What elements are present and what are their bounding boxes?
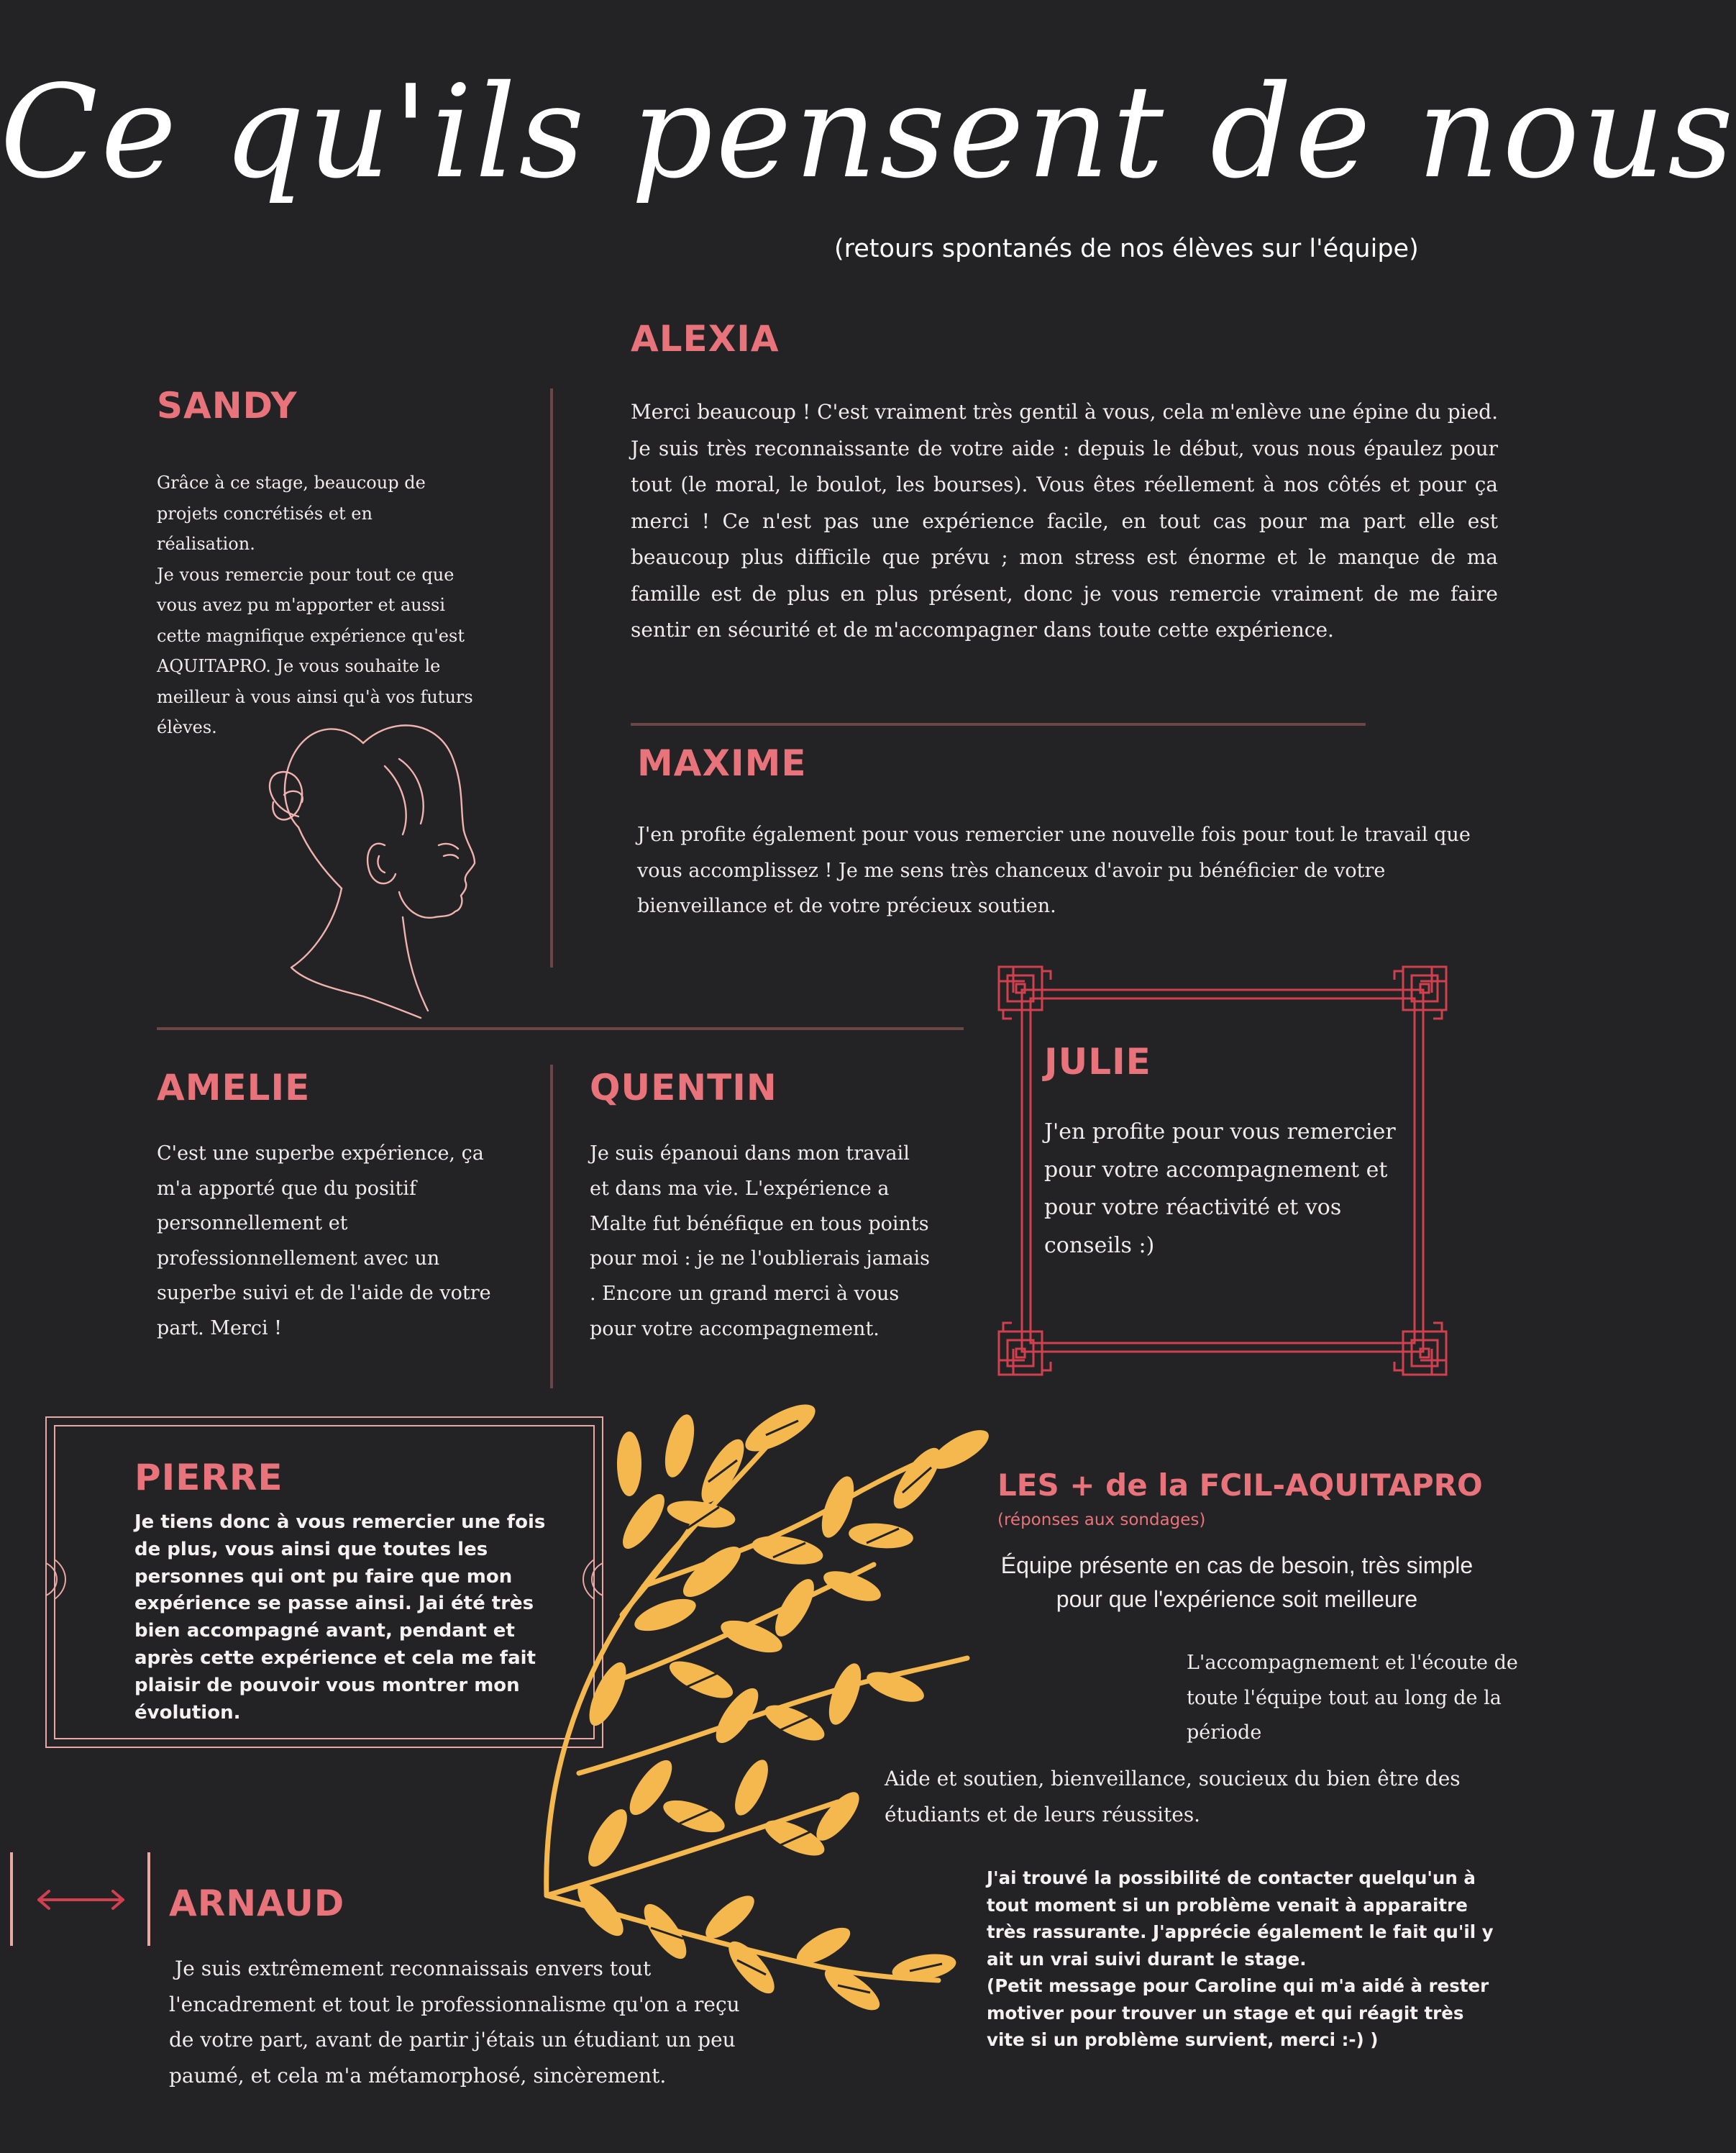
plus-item-2: L'accompagnement et l'écoute de toute l'équipe tout au long de la période [1187, 1652, 1518, 1744]
plus-heading: LES + de la FCIL-AQUITAPRO [997, 1467, 1483, 1503]
arnaud-left-bar [10, 1852, 13, 1946]
pierre-name: PIERRE [134, 1457, 283, 1498]
arnaud-name: ARNAUD [169, 1883, 345, 1924]
arnaud-text: Je suis extrêmement reconnaissais envers tout l'encadrement et tout le professionnalisme qu'on a reçu de votre part, avant de partir j'étais un étudiant un peu paumé, et cela m'a métamorphosé, sincèrement. [169, 1957, 740, 2088]
maxime-name: MAXIME [637, 742, 807, 784]
page-subtitle: (retours spontanés de nos élèves sur l'équipe) [834, 235, 1419, 263]
quentin-name: QUENTIN [590, 1067, 777, 1109]
plus-item-4: J'ai trouvé la possibilité de contacter quelqu'un à tout moment si un problème venait à apparaitre très rassurante. J'apprécie également le fait qu'il y ait un vrai suivi durant le stage. (Petit message pour Caroline qui m'a aidé à rester motiver pour trouver un stage et qui réagit très vite si un problème survient, merci :-) ) [987, 1867, 1494, 2050]
maxime-text: J'en profite également pour vous remercier une nouvelle fois pour tout le travail que vous accomplissez ! Je me sens très chanceux d'avoir pu bénéficier de votre bienveillance et de votre précieux soutien. [637, 824, 1471, 917]
plus-item-1: Équipe présente en cas de besoin, très simple pour que l'expérience soit meilleure [1000, 1552, 1474, 1612]
sandy-name: SANDY [157, 385, 298, 427]
julie-name: JULIE [1044, 1041, 1151, 1083]
alexia-name: ALEXIA [631, 318, 780, 360]
pierre-text: Je tiens donc à vous remercier une fois de plus, vous ainsi que toutes les personnes qui ont pu faire que mon expérience se passe ainsi. Jai été très bien accompagné avant, pendant et après cette expérience et cela me fait plaisir de pouvoir vous montrer mon évolution. [134, 1511, 546, 1724]
plus-item-3: Aide et soutien, bienveillance, soucieux du bien être des étudiants et de leurs réussites. [885, 1767, 1461, 1826]
arnaud-right-bar [147, 1852, 150, 1946]
quentin-text: Je suis épanoui dans mon travail et dans ma vie. L'expérience a Malte fut bénéfique en tous points pour moi : je ne l'oublierais jamais . Encore un grand merci à vous pour votre accompagnement. [590, 1142, 931, 1340]
plus-subheading: (réponses aux sondages) [997, 1511, 1206, 1529]
leaf-branch-icon [536, 1399, 996, 2018]
alexia-text: Merci beaucoup ! C'est vraiment très gentil à vous, cela m'enlève une épine du pied. Je suis très reconnaissante de votre aide : depuis le début, vous nous épaulez pour tout (le moral, le boulot, les bourses). Vous êtes réellement à nos côtés et pour ça merci ! Ce n'est pas une expérience facile, en tout cas pour ma part elle est beaucoup plus difficile que prévu ; mon stress est énorme et le manque de ma famille est de plus en plus présent, donc je vous remercie vraiment de me faire sentir en sécurité et de m'accompagner dans toute cette expérience. [631, 400, 1498, 642]
amelie-text: C'est une superbe expérience, ça m'a apporté que du positif personnellement et professionnellement avec un superbe suivi et de l'aide de votre part. Merci ! [157, 1142, 491, 1339]
divider-vertical-top [550, 388, 553, 968]
sandy-text: Grâce à ce stage, beaucoup de projets concrétisés et en réalisation. Je vous remercie pour tout ce que vous avez pu m'apporter et aussi cette magnifique expérience qu'est AQUITAPRO. Je vous souhaite le meilleur à vous ainsi qu'à vos futurs élèves. [157, 473, 473, 737]
divider-alexia-maxime [631, 723, 1366, 726]
amelie-name: AMELIE [157, 1067, 311, 1109]
woman-profile-icon [255, 701, 478, 1021]
julie-text: J'en profite pour vous remercier pour votre accompagnement et pour votre réactivité et vos conseils :) [1044, 1119, 1396, 1258]
divider-amelie-quentin [550, 1065, 553, 1388]
divider-horizontal-middle [157, 1027, 964, 1030]
page-title: Ce qu'ils pensent de nous [0, 58, 1736, 206]
double-arrow-icon [36, 1888, 126, 1911]
